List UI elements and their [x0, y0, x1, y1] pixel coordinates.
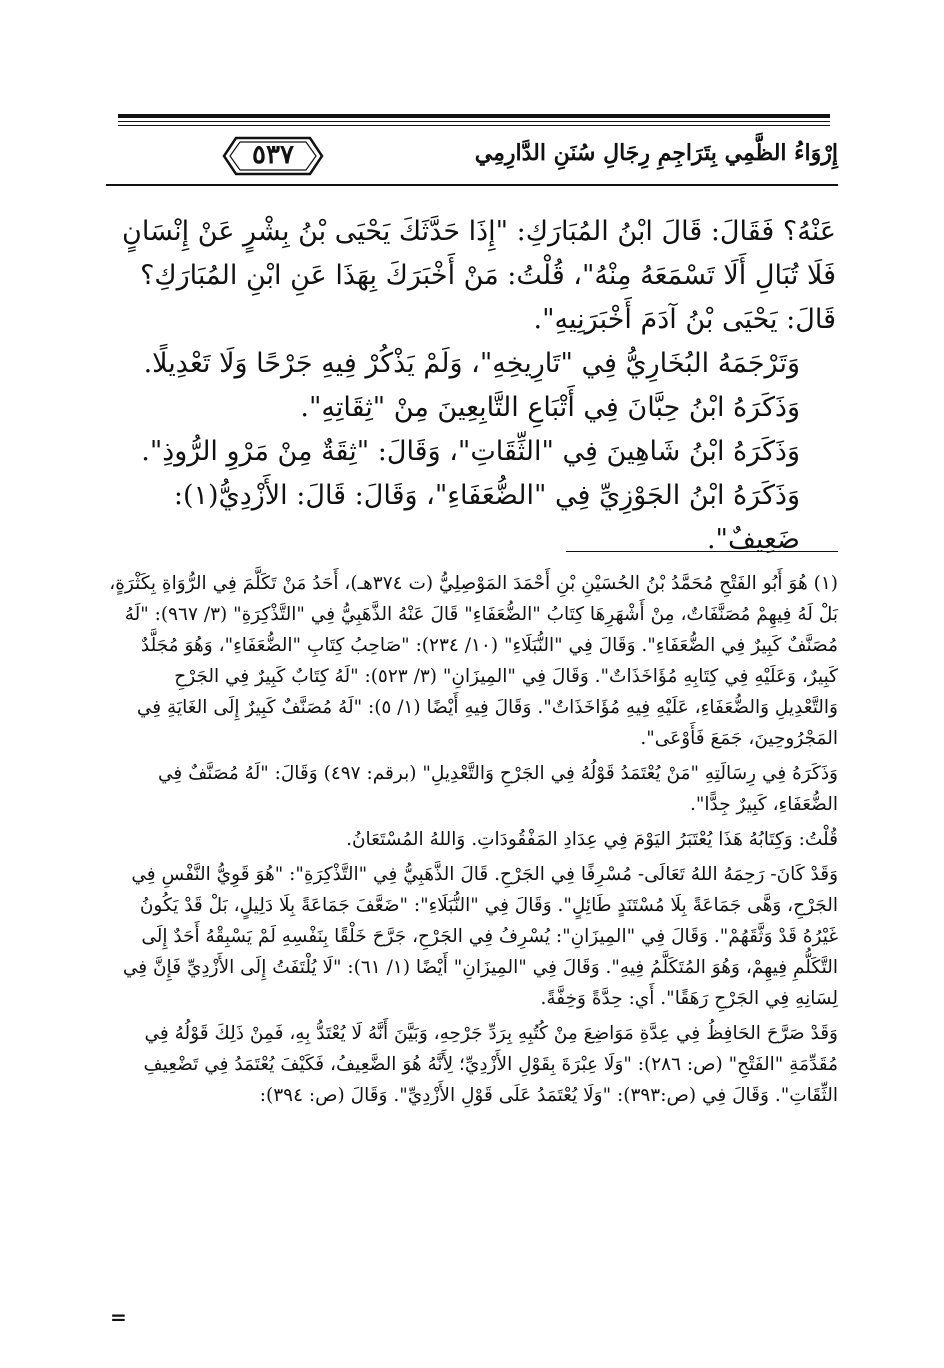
body-paragraph: وَذَكَرَهُ ابْنُ شَاهِينَ فِي "الثِّقَاتِ"، وَقَالَ: "ثِقَةٌ مِنْ مَرْوِ الرُّوذِ". [141, 436, 800, 467]
footnote-paragraph: (١) هُوَ أَبُو الفَتْحِ مُحَمَّدُ بْنُ الحُسَيْنِ بْنِ أَحْمَدَ المَوْصِلِيُّ (ت ٣٧٤هـ)، أَحَدُ مَنْ تَكَلَّمَ فِي الرُّوَاةِ بِكَثْرَةٍ، بَلْ لَهُ فِيهِمْ مُصَنَّفَاتٌ، مِنْ أَشْهَرِهَا كِتَابُ "الضُّعَفَاءِ" قَالَ عَنْهُ الذَّهَبِيُّ فِي "التَّذْكِرَةِ" (٣/ ٩٦٧): "لَهُ مُصَنَّفٌ كَبِيرٌ فِي الضُّعَفَاءِ". وَقَالَ فِي "النُّبَلَاءِ" (١٠/ ٢٣٤): "صَاحِبُ كِتَابِ "الضُّعَفَاءِ"، وَهُوَ مُجَلَّدٌ كَبِيرٌ، وَعَلَيْهِ فِي كِتَابِهِ مُؤَاخَذَاتٌ". وَقَالَ فِي "المِيزَانِ" (٣/ ٥٢٣): "لَهُ كِتَابٌ كَبِيرٌ فِي الجَرْحِ وَالتَّعْدِيلِ وَالضُّعَفَاءِ، عَلَيْهِ فِيهِ مُؤَاخَذَاتٌ". وَقَالَ فِيهِ أَيْضًا (١/ ٥): "لَهُ مُصَنَّفٌ كَبِيرٌ إِلَى الغَايَةِ فِي المَجْرُوحِينَ، جَمَعَ فَأَوْعَى". [109, 573, 838, 749]
body-paragraph: وَتَرْجَمَهُ البُخَارِيُّ فِي "تَارِيخِهِ"، وَلَمْ يَذْكُرْ فِيهِ جَرْحًا وَلَا تَعْدِيلًا. [143, 348, 800, 379]
body-paragraph: وَذَكَرَهُ ابْنُ حِبَّانَ فِي أَتْبَاعِ التَّابِعِينَ مِنْ "ثِقَاتِهِ". [300, 392, 800, 423]
main-body [108, 210, 836, 562]
footnote-paragraph: قُلْتُ: وَكِتَابُهُ هَذَا يُعْتَبَرُ اليَوْمَ فِي عِدَادِ المَفْقُودَاتِ. وَاللهُ المُسْتَعَانُ. [346, 829, 838, 850]
footnote-separator [566, 551, 838, 552]
continuation-mark: = [110, 1305, 127, 1329]
page-number-frame [222, 134, 324, 178]
body-paragraph: وَذَكَرَهُ ابْنُ الجَوْزِيِّ فِي "الضُّعَفَاءِ"، وَقَالَ: قَالَ: الأَزْدِيُّ(١): ضَعِيفٌ". [173, 480, 800, 555]
page-number: ٥٣٧ [252, 140, 294, 170]
header-divider [106, 184, 838, 186]
footnote-paragraph: وَقَدْ صَرَّحَ الحَافِظُ فِي عِدَّةِ مَوَاضِعَ مِنْ كُتُبِهِ بِرَدِّ جَرْحِهِ، وَبَيَّنَ أَنَّهُ لَا يُعْتَدُّ بِهِ، فَمِنْ ذَلِكَ قَوْلُهُ فِي مُقَدِّمَةِ "الفَتْحِ" (ص: ٢٨٦): "وَلَا عِبْرَةَ بِقَوْلِ الأَزْدِيِّ؛ لِأَنَّهُ هُوَ الضَّعِيفُ، فَكَيْفَ يُعْتَمَدُ فِي تَضْعِيفِ الثِّقَاتِ". وَقَالَ فِي (ص:٣٩٣): "وَلَا يُعْتَمَدُ عَلَى قَوْلِ الأَزْدِيِّ". وَقَالَ (ص: ٣٩٤): [143, 1023, 838, 1106]
footnote-paragraph: وَذَكَرَهُ فِي رِسَالَتِهِ "مَنْ يُعْتَمَدُ قَوْلُهُ فِي الجَرْحِ وَالتَّعْدِيلِ" (برقم: ٤٩٧) وَقَالَ: "لَهُ مُصَنَّفٌ فِي الضُّعَفَاءِ، كَبِيرٌ جِدًّا". [157, 763, 838, 815]
footnote-paragraph: وَقَدْ كَانَ- رَحِمَهُ اللهُ تَعَالَى- مُسْرِفًا فِي الجَرْحِ. قَالَ الذَّهَبِيُّ فِي "التَّذْكِرَةِ": "هُوَ قَوِيُّ النَّفْسِ فِي الجَرْحِ، وَهَّى جَمَاعَةً بِلَا مُسْتَنَدٍ طَائِلٍ". وَقَالَ فِي "النُّبَلَاءِ": "ضَعَّفَ جَمَاعَةً بِلَا دَلِيلٍ، بَلْ قَدْ يَكُونُ غَيْرُهُ قَدْ وَثَّقَهُمْ". وَقَالَ فِي "المِيزَانِ": يُسْرِفُ فِي الجَرْحِ، جَرَّحَ خَلْقًا بِنَفْسِهِ لَمْ يَسْبِقْهُ أَحَدٌ إِلَى التَّكَلُّمِ فِيهِمْ، وَهُوَ المُتَكَلَّمُ فِيهِ". وَقَالَ فِي "المِيزَانِ" أَيْضًا (١/ ٦١): "لَا يُلْتَفَتُ إِلَى الأَزْدِيِّ فَإِنَّ فِي لِسَانِهِ فِي الجَرْحِ رَهَقًا". أَي: حِدَّةً وَخِفَّةً. [122, 864, 838, 1009]
running-head-title: إِرْوَاءُ الظَّمِي بِتَرَاجِمِ رِجَالِ سُنَنِ الدَّارِمِي [474, 140, 838, 166]
footnotes-section [108, 568, 838, 1115]
body-paragraph: عَنْهُ؟ فَقَالَ: قَالَ ابْنُ المُبَارَكِ: "إِذَا حَدَّثَكَ يَحْيَى بْنُ بِشْرٍ عَنْ إِنْسَانٍ فَلَا تُبَالِ أَلَا تَسْمَعَهُ مِنْهُ"، قُلْتُ: مَنْ أَخْبَرَكَ بِهَذَا عَنِ ابْنِ المُبَارَكِ؟ قَالَ: يَحْيَى بْنُ آدَمَ أَخْبَرَنِيهِ". [122, 216, 836, 335]
